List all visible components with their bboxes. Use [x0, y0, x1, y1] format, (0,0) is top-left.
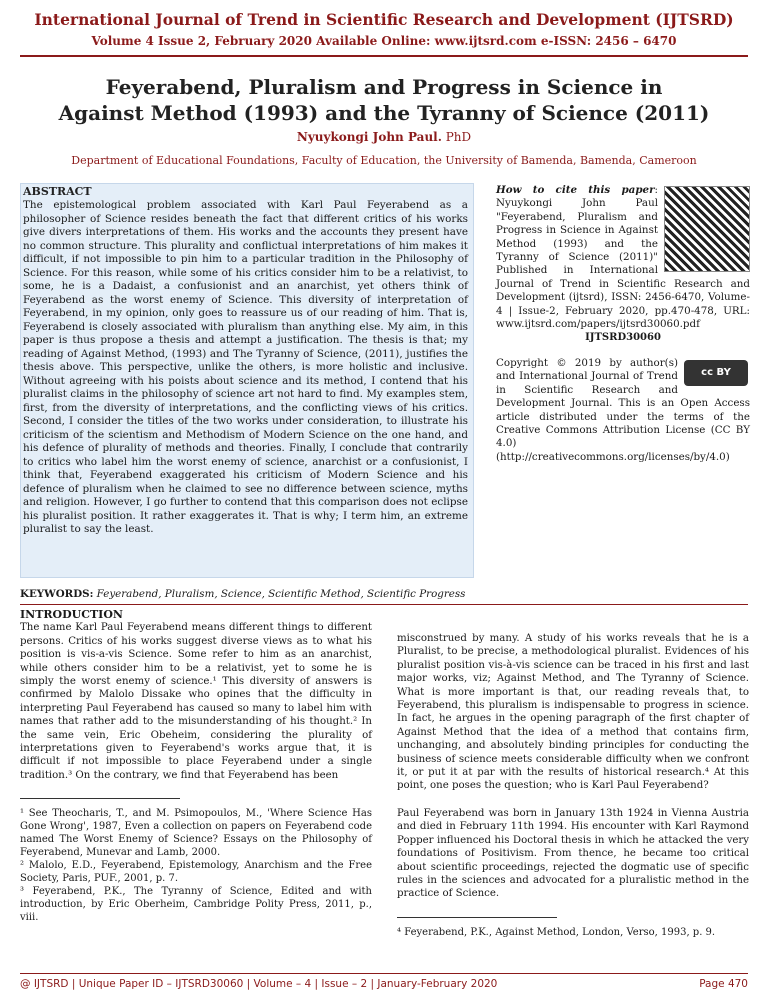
paper-title-line1: Feyerabend, Pluralism and Progress in Science in [105, 75, 663, 99]
cc-by-icon: cc BY [684, 360, 748, 386]
journal-title: International Journal of Trend in Scientific Research and Development (IJTSRD) [34, 10, 734, 29]
page-footer [20, 978, 748, 990]
qr-label: IJTSRD30060 [585, 332, 661, 344]
footer-rule [20, 973, 748, 974]
footer-text: @ IJTSRD | Unique Paper ID – IJTSRD30060 | Volume – 4 | Issue – 2 | January-February 2020 [20, 978, 498, 990]
abstract-heading: ABSTRACT [23, 185, 92, 198]
footnote-1: ¹ See Theocharis, T., and M. Psimopoulos, M., 'Where Science Has Gone Wrong', 1987, Even a collection on papers on Feyerabend code named The Worst Enemy of Science? Essays on the Philosophy of Feyerabend, Munevar and Lamb, 2000. [20, 808, 372, 859]
section-rule [20, 604, 748, 605]
left-column [20, 608, 372, 924]
author-affiliation: Department of Educational Foundations, Faculty of Education, the University of Bamenda, Bamenda, Cameroon [71, 154, 697, 167]
paper-title [40, 74, 728, 126]
citation-lead: How to cite this paper [496, 184, 655, 196]
page-number: Page 470 [699, 978, 748, 990]
header-rule [20, 55, 748, 57]
introduction-heading: INTRODUCTION [20, 608, 123, 621]
copyright-block [496, 357, 750, 464]
keywords-label: KEYWORDS: [20, 588, 94, 600]
footnote-3: ³ Feyerabend, P.K., The Tyranny of Science, Edited and with introduction, by Eric Oberheim, Cambridge Polity Press, 2011, p., viii. [20, 886, 372, 924]
footnote-rule-right [397, 917, 557, 918]
footnote-4: ⁴ Feyerabend, P.K., Against Method, London, Verso, 1993, p. 9. [397, 926, 716, 938]
intro-paragraph-right-1: misconstrued by many. A study of his works reveals that he is a Pluralist, to be precise, a methodological pluralist. Evidences of his pluralist position vis-à-vis science can be traced in his first and last major works, viz; Against Method, and The Tyranny of Science. What is more important is that, our reading reveals that, to Feyerabend, this pluralism is indispensable to progress in science. In fact, he argues in the opening paragraph of the first chapter of Against Method that the idea of a method that contains firm, unchanging, and absolutely binding principles for conducting the business of science meets considerable difficulty when we confront it, or put it at par with the results of historical research.⁴ At this point, one poses the question; who is Karl Paul Feyerabend? [397, 633, 749, 792]
journal-subtitle: Volume 4 Issue 2, February 2020 Available Online: www.ijtsrd.com e-ISSN: 2456 – 6470 [91, 34, 677, 48]
author-name: Nyuykongi John Paul. [296, 130, 442, 144]
citation-block [496, 184, 750, 345]
copyright-text: Copyright © 2019 by author(s) and International Journal of Trend in Scientific Research and Development Journal. This is an Open Access article distributed under the terms of the Creative Commons Attribution License (CC BY 4.0) (http://creativecommons.org/licenses/by/4.0) [496, 356, 750, 463]
citation-text: : Nyuykongi John Paul "Feyerabend, Pluralism and Progress in Science in Against Method (1993) and the Tyranny of Science (2011)" Published in International Journal of Trend in Scientific Research and Development (ijtsrd), ISSN: 2456-6470, Volume-4 | Issue-2, February 2020, pp.470-478, URL: www.ijtsrd.com/papers/ijtsrd30060.pdf [496, 184, 750, 331]
footnote-rule [20, 798, 180, 799]
author-line [0, 130, 768, 144]
qr-code [664, 186, 750, 272]
author-degree: PhD [441, 130, 472, 144]
intro-paragraph-right-2: Paul Feyerabend was born in January 13th 1924 in Vienna Austria and died in February 11th 1994. His encounter with Karl Raymond Popper influenced his Doctoral thesis in which he attacked the very foundations of Positivism. From thence, he became too critical about scientific proceedings, rejected the dogmatic use of specific rules in the sciences and advocated for a pluralistic method in the practice of Science. [397, 807, 749, 900]
right-column [397, 632, 749, 939]
paper-title-line2: Against Method (1993) and the Tyranny of Science (2011) [58, 101, 710, 125]
keywords-text: Feyerabend, Pluralism, Science, Scientific Method, Scientific Progress [93, 588, 466, 600]
footnote-2: ² Malolo, E.D., Feyerabend, Epistemology, Anarchism and the Free Society, Paris, PUF., 2001, p. 7. [20, 860, 372, 885]
abstract-text: The epistemological problem associated with Karl Paul Feyerabend as a philosopher of Science resides beneath the fact that different critics of his works give divers interpretations of them. His works and the accounts they present have no common structure. This plurality and conflictual interpretations of him makes it difficult, if not impossible to pin him to a particular tradition in the Philosophy of Science. For this reason, while some of his critics consider him to be a relativist, to some, he is a Dadaist, a confusionist and an anarchist, yet others think of Feyerabend as the worst enemy of Science. This diversity of interpretation of Feyerabend, in my opinion, only goes to reassure us of our reading of him. That is, Feyerabend is closely associated with pluralism than anything else. My aim, in this paper is thus propose a thesis and attempt a justification. The thesis is that; my reading of Against Method, (1993) and The Tyranny of Science, (2011), justifies the thesis above. This perspective, unlike the others, is more holistic and inclusive. Without agreeing with his poists about science and its method, I contend that his pluralist claims in the philosophy of science art not hard to find. My examples stem, first, from the diversity of interpretations, and the conflicting views of his critics. Second, I consider the titles of the two works under consideration, to illustrate his criticism of the scientism and Methodism of Modern Science on the one hand, and his defence of plurality of methods and theories. Finally, I conclude that contrarily to critics who label him the worst enemy of science, anarchist or a confusionist, I think that, Feyerabend exaggerated his criticism of Modern Science and his defence of pluralism when he claimed to see no difference between science, myths and religion. However, I go further to contend that this comparison does not eclipse his pluralist position. It rather exaggerates it. That is why; I term him, an extreme pluralist to say the least. [23, 199, 468, 535]
intro-paragraph-left: The name Karl Paul Feyerabend means different things to different persons. Critics of his works suggest diverse views as to what his position is vis-a-vis Science. Some refer to him as an anarchist, while others consider him to be a relativist, yet to some he is simply the worst enemy of science.¹ This diversity of answers is confirmed by Malolo Dissake who opines that the difficulty in interpreting Paul Feyerabend has caused so many to label him with names that rather add to the misunderstanding of his thought.² In the same vein, Eric Obeheim, considering the plurality of interpretations given to Feyerabend's works argue that, it is difficult if not impossible to place Feyerabend under a single tradition.³ On the contrary, we find that Feyerabend has been [20, 622, 372, 781]
keywords-line [20, 588, 748, 600]
citation-sidebar [496, 184, 750, 476]
